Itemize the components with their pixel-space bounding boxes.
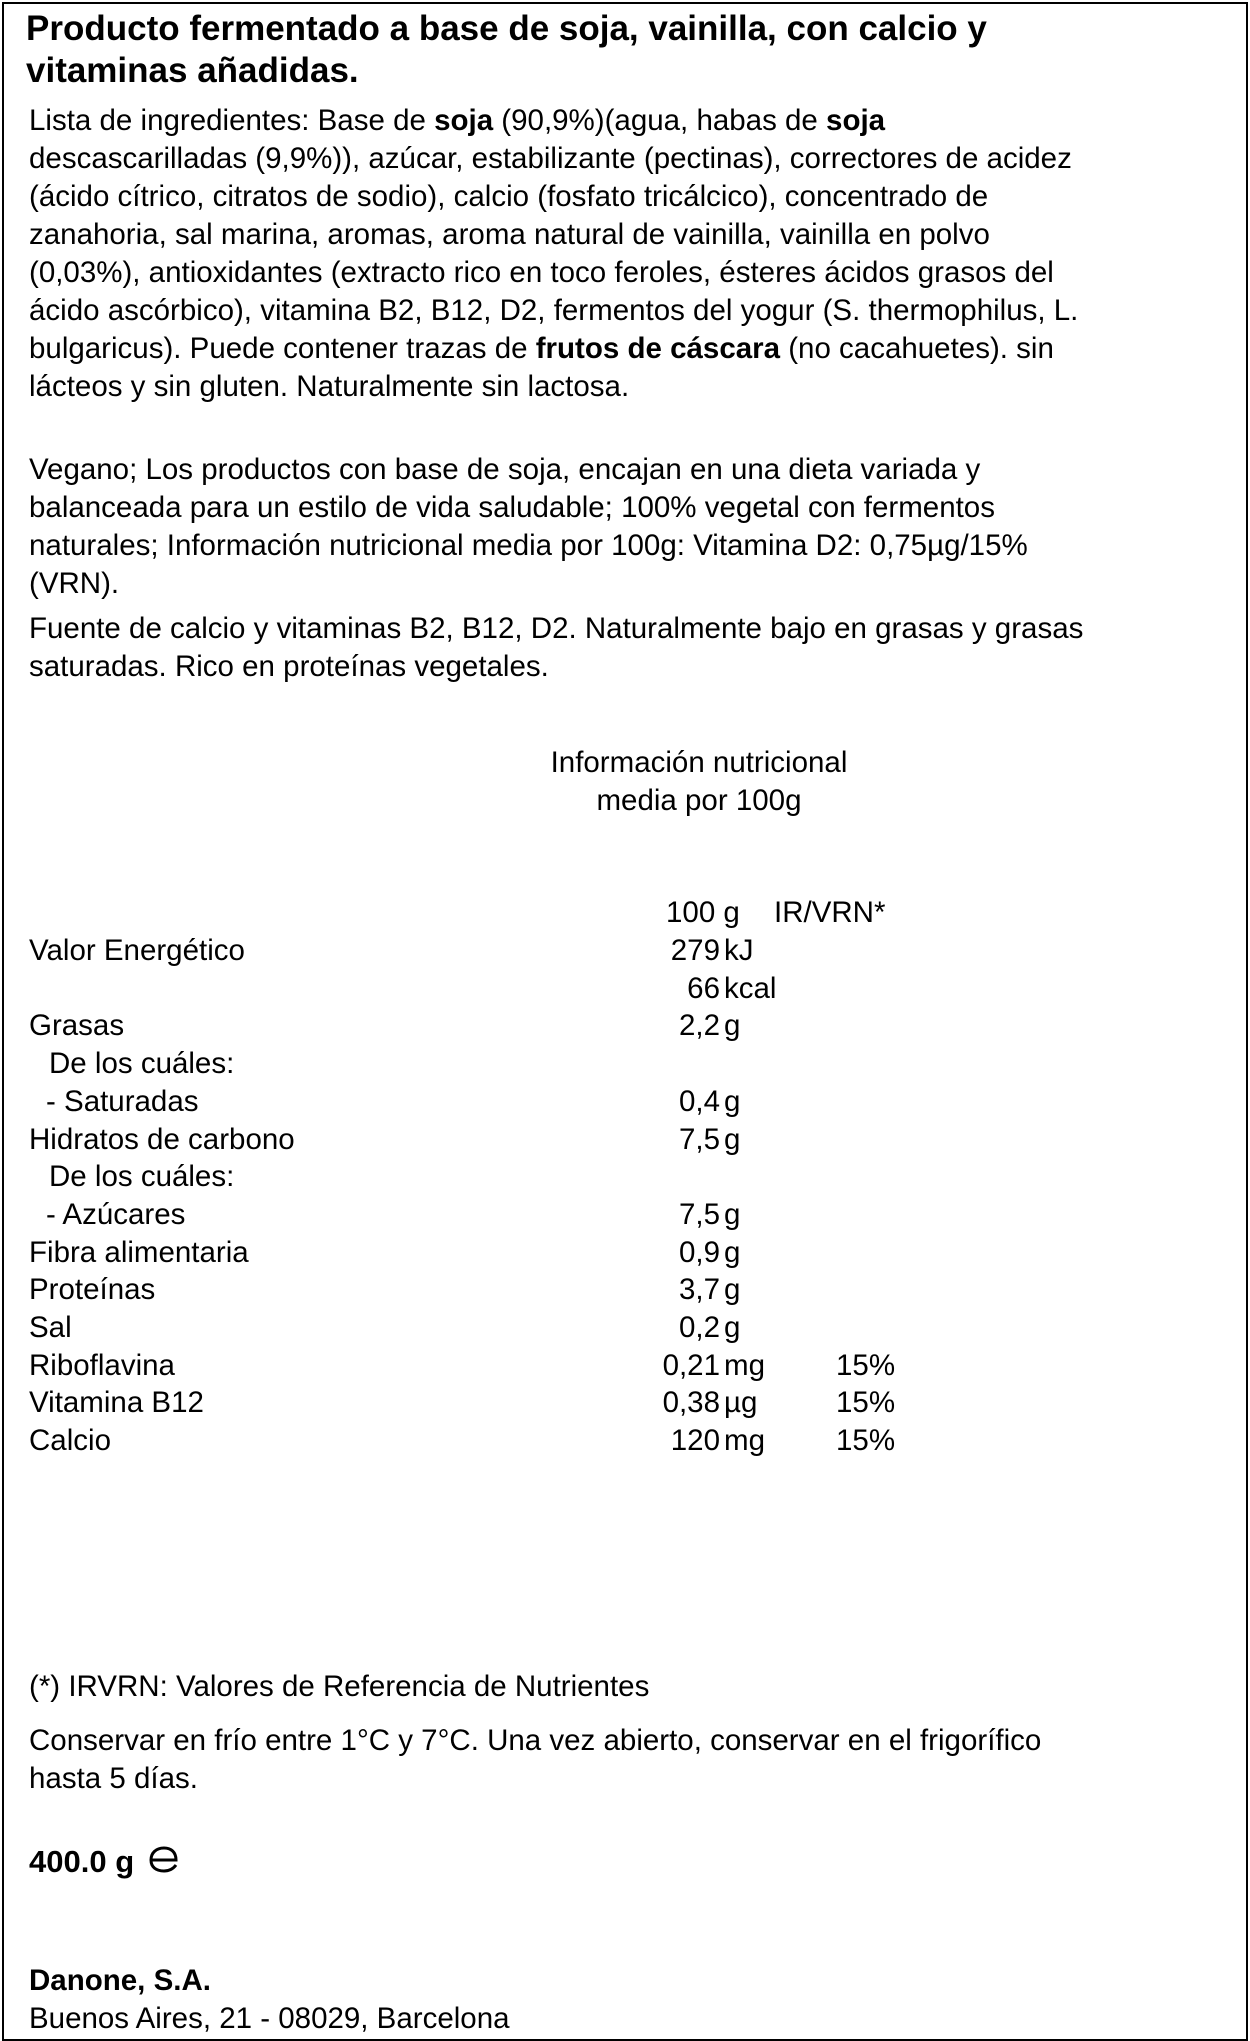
company-address: Buenos Aires, 21 - 08029, Barcelona: [29, 2002, 510, 2035]
nutrient-value: 2,2: [678, 1009, 720, 1042]
nutrient-label: - Saturadas: [46, 1085, 199, 1118]
nutrition-heading-line: media por 100g: [596, 784, 802, 817]
title-line: Producto fermentado a base de soja, vainilla, con calcio y: [26, 9, 987, 48]
nutrient-ir-percent: 15%: [836, 1386, 896, 1419]
nutrient-label: Valor Energético: [29, 934, 245, 967]
nutrient-label: Fibra alimentaria: [29, 1236, 249, 1269]
product-title: [26, 8, 987, 92]
ingredients-line: [29, 216, 1078, 254]
storage-line: hasta 5 días.: [29, 1762, 198, 1795]
claims-line: Vegano; Los productos con base de soja, encajan en una dieta variada y: [29, 453, 981, 486]
ingredients-line: [29, 330, 1078, 368]
nutrition-heading-line: Información nutricional: [550, 746, 848, 779]
nutrient-label: De los cuáles:: [49, 1047, 235, 1080]
ingredients-line: [29, 292, 1078, 330]
ingredients-text: ácido ascórbico), vitamina B2, B12, D2, fermentos del yogur (S. thermophilus, L.: [29, 294, 1079, 327]
ingredients-text: (no cacahuetes). sin: [780, 332, 1054, 365]
column-header-ir: IR/VRN*: [774, 896, 886, 929]
ingredients-text: zanahoria, sal marina, aromas, aroma natural de vainilla, vainilla en polvo: [29, 218, 990, 251]
product-label: [2, 2, 1248, 2041]
nutrient-unit: g: [724, 1009, 741, 1042]
nutrient-value: 279: [670, 934, 720, 967]
nutrition-heading: [524, 744, 874, 820]
company-name: Danone, S.A.: [29, 1964, 211, 1997]
nutrient-label: Sal: [29, 1311, 72, 1344]
ingredients-list: [29, 102, 1078, 406]
nutrient-unit: mg: [724, 1349, 765, 1382]
nutrient-unit: g: [724, 1198, 741, 1231]
ingredients-text: (0,03%), antioxidantes (extracto rico en toco feroles, ésteres ácidos grasos del: [29, 256, 1054, 289]
footnote: (*) IRVRN: Valores de Referencia de Nutrientes: [29, 1670, 650, 1703]
nutrient-value: 0,9: [678, 1236, 720, 1269]
nutrient-label: Hidratos de carbono: [29, 1123, 295, 1156]
storage-instructions: [29, 1722, 1041, 1798]
nutrient-label: - Azúcares: [46, 1198, 186, 1231]
storage-line: Conservar en frío entre 1°C y 7°C. Una vez abierto, conservar en el frigorífico: [29, 1724, 1042, 1757]
ingredients-line: [29, 368, 1078, 406]
allergen-text: soja: [826, 104, 886, 137]
nutrient-label: De los cuáles:: [49, 1160, 235, 1193]
ingredients-text: (90,9%)(agua, habas de: [493, 104, 827, 137]
ingredients-line: [29, 254, 1078, 292]
nutrient-value: 3,7: [678, 1273, 720, 1306]
nutrient-label: Vitamina B12: [29, 1386, 204, 1419]
nutrient-value: 7,5: [678, 1198, 720, 1231]
nutrient-unit: g: [724, 1311, 741, 1344]
title-line: vitaminas añadidas.: [26, 51, 359, 90]
nutrient-value: 7,5: [678, 1123, 720, 1156]
nutrient-value: 0,38: [662, 1386, 720, 1419]
nutrient-label: Riboflavina: [29, 1349, 175, 1382]
allergen-text: soja: [434, 104, 494, 137]
nutrient-ir-percent: 15%: [836, 1424, 896, 1457]
nutrient-ir-percent: 15%: [836, 1349, 896, 1382]
allergen-text: frutos de cáscara: [535, 332, 781, 365]
nutrient-unit: kJ: [724, 934, 754, 967]
vegan-claims: [29, 451, 1028, 603]
nutrient-label: Proteínas: [29, 1273, 156, 1306]
ingredients-line: [29, 140, 1078, 178]
ingredients-text: lácteos y sin gluten. Naturalmente sin lactosa.: [29, 370, 630, 403]
nutrient-value: 0,4: [678, 1085, 720, 1118]
nutrient-unit: g: [724, 1123, 741, 1156]
source-line: Fuente de calcio y vitaminas B2, B12, D2. Naturalmente bajo en grasas y grasas: [29, 612, 1084, 645]
e-mark-icon: [147, 1844, 181, 1884]
ingredients-line: [29, 102, 1078, 140]
ingredients-line: [29, 178, 1078, 216]
nutrient-unit: µg: [724, 1386, 758, 1419]
ingredients-text: descascarilladas (9,9%)), azúcar, estabilizante (pectinas), correctores de acidez: [29, 142, 1072, 175]
nutrient-unit: g: [724, 1273, 741, 1306]
nutrient-unit: g: [724, 1236, 741, 1269]
nutrient-label: Grasas: [29, 1009, 125, 1042]
claims-line: balanceada para un estilo de vida saludable; 100% vegetal con fermentos: [29, 491, 995, 524]
net-weight-row: [29, 1842, 181, 1884]
net-weight: 400.0 g: [29, 1844, 135, 1879]
source-line: saturadas. Rico en proteínas vegetales.: [29, 650, 549, 683]
nutrient-value: 66: [687, 972, 720, 1005]
nutrient-value: 120: [670, 1424, 720, 1457]
nutrient-label: Calcio: [29, 1424, 111, 1457]
nutrient-unit: g: [724, 1085, 741, 1118]
ingredients-text: Lista de ingredientes: Base de: [29, 104, 435, 137]
nutrient-unit: mg: [724, 1424, 765, 1457]
ingredients-text: bulgaricus). Puede contener trazas de: [29, 332, 536, 365]
column-header-quantity: 100 g: [666, 896, 740, 929]
claims-line: naturales; Información nutricional media por 100g: Vitamina D2: 0,75µg/15%: [29, 529, 1028, 562]
nutrient-unit: kcal: [724, 972, 777, 1005]
nutrient-value: 0,2: [678, 1311, 720, 1344]
claims-line: (VRN).: [29, 567, 120, 600]
nutrition-claims: [29, 610, 1083, 686]
ingredients-text: (ácido cítrico, citratos de sodio), calcio (fosfato tricálcico), concentrado de: [29, 180, 989, 213]
nutrient-value: 0,21: [662, 1349, 720, 1382]
